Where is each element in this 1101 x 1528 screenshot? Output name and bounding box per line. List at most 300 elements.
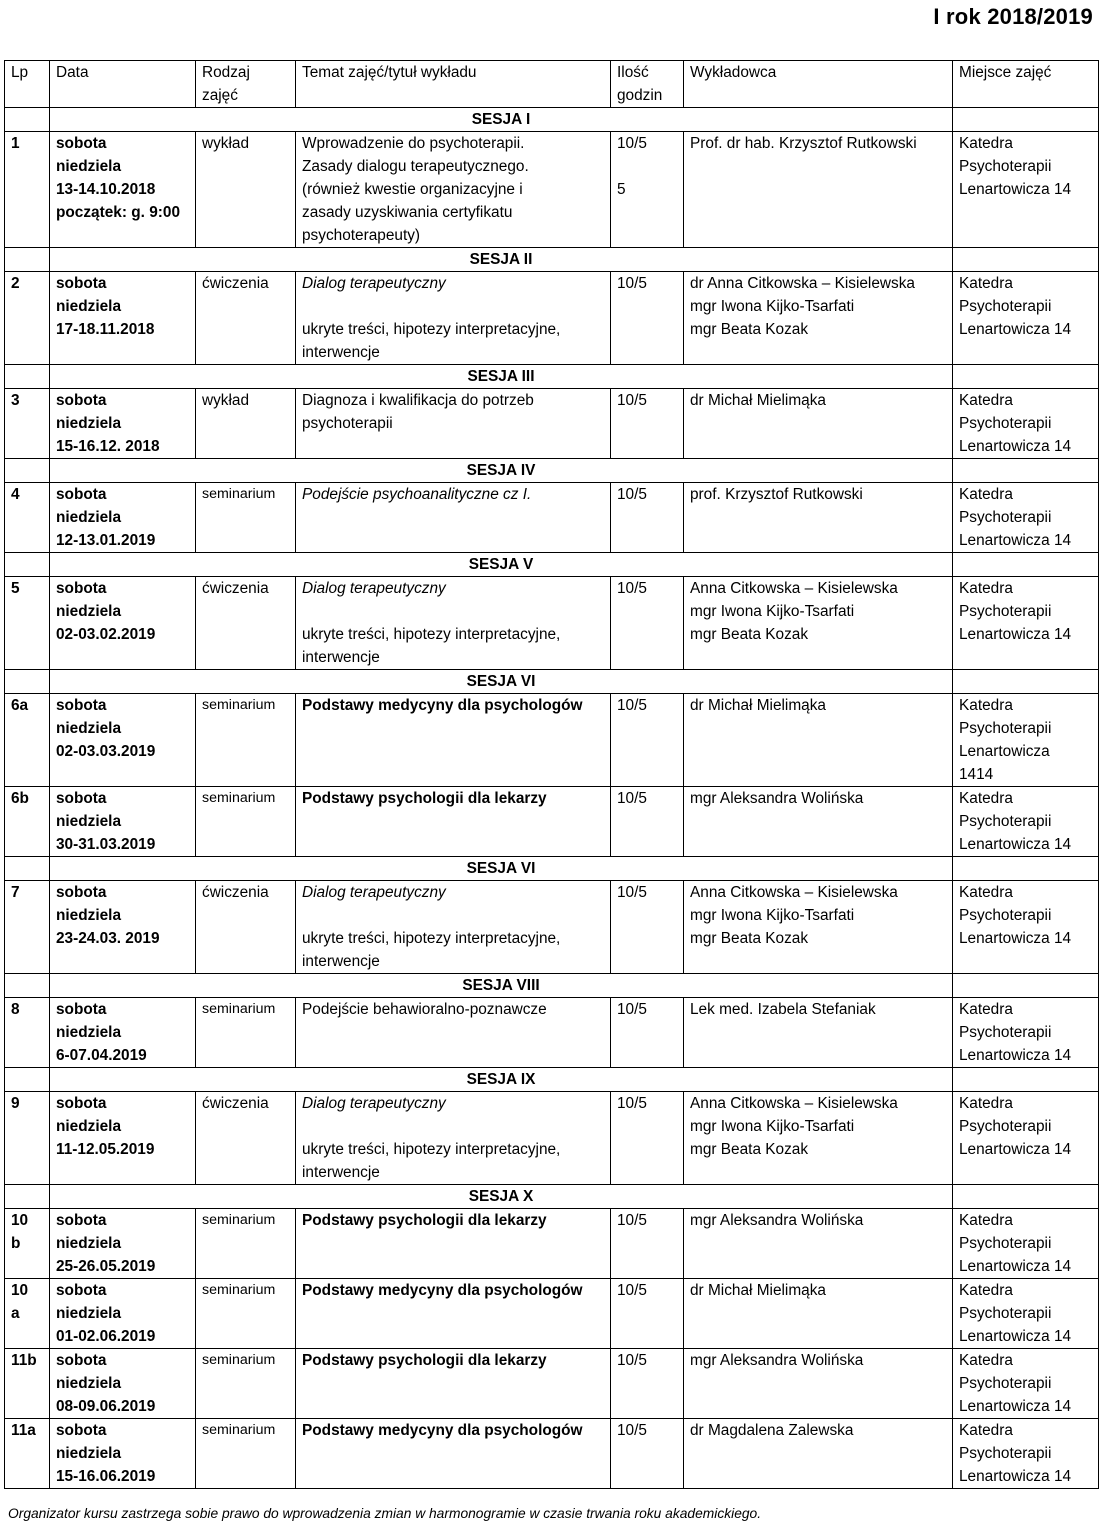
session-row: [5, 974, 1099, 998]
lecturer-line: Anna Citkowska – Kisielewska: [690, 1095, 898, 1112]
hours-line: 10/5: [617, 580, 647, 597]
session-spacer-cell: [5, 459, 50, 483]
cell-kind: ćwiczenia: [196, 1092, 296, 1185]
date-line: 11-12.05.2019: [56, 1141, 155, 1158]
date-line: sobota: [56, 1352, 107, 1369]
table-row: [5, 1279, 1099, 1349]
session-spacer-cell: [953, 1068, 1099, 1092]
lecturer-line: mgr Iwona Kijko-Tsarfati: [690, 298, 855, 315]
date-line: niedziela: [56, 415, 122, 432]
table-row: [5, 787, 1099, 857]
hours-line: 10/5: [617, 1095, 647, 1112]
topic-line: [302, 600, 604, 623]
cell-lecturer: [684, 272, 953, 365]
cell-lp: [5, 1209, 50, 1279]
date-line: 15-16.12. 2018: [56, 438, 160, 455]
topic-line: Podstawy psychologii dla lekarzy: [302, 1212, 547, 1229]
session-spacer-cell: [953, 365, 1099, 389]
session-label: SESJA VIII: [50, 974, 953, 998]
hours-line: 10/5: [617, 1422, 647, 1439]
lecturer-line: mgr Beata Kozak: [690, 930, 809, 947]
cell-lp: [5, 577, 50, 670]
cell-place: [953, 787, 1099, 857]
lecturer-line: mgr Aleksandra Wolińska: [690, 1212, 864, 1229]
session-row: [5, 670, 1099, 694]
cell-place: [953, 132, 1099, 248]
session-spacer-cell: [953, 553, 1099, 577]
session-spacer-cell: [5, 108, 50, 132]
table-row: [5, 998, 1099, 1068]
header-row: [5, 61, 1099, 108]
lecturer-line: mgr Aleksandra Wolińska: [690, 790, 864, 807]
date-line: niedziela: [56, 158, 122, 175]
cell-topic: [296, 483, 611, 553]
topic-line: ukryte treści, hipotezy interpretacyjne,: [302, 626, 561, 643]
topic-line: Podejście behawioralno-poznawcze: [302, 1001, 547, 1018]
session-spacer-cell: [953, 974, 1099, 998]
date-line: niedziela: [56, 1118, 122, 1135]
date-line: niedziela: [56, 1375, 122, 1392]
header-wykladowca: Wykładowca: [684, 61, 953, 108]
place-line: Katedra: [959, 790, 1013, 807]
date-line: niedziela: [56, 1445, 122, 1462]
lecturer-line: mgr Beata Kozak: [690, 626, 809, 643]
session-label: SESJA I: [50, 108, 953, 132]
cell-lecturer: [684, 389, 953, 459]
table-row: [5, 272, 1099, 365]
hours-line: 10/5: [617, 392, 647, 409]
cell-kind: seminarium: [196, 694, 296, 787]
place-line: 1414: [959, 766, 994, 783]
cell-topic: [296, 577, 611, 670]
place-line: Lenartowicza: [959, 743, 1050, 760]
place-line: Psychoterapii: [959, 907, 1052, 924]
place-line: Psychoterapii: [959, 1375, 1052, 1392]
cell-lecturer: [684, 132, 953, 248]
cell-lp: [5, 483, 50, 553]
session-label: SESJA III: [50, 365, 953, 389]
cell-topic: [296, 389, 611, 459]
hours-line: 10/5: [617, 697, 647, 714]
place-line: Lenartowicza 14: [959, 1047, 1072, 1064]
lecturer-line: prof. Krzysztof Rutkowski: [690, 486, 863, 503]
topic-line: zasady uzyskiwania certyfikatu: [302, 204, 513, 221]
cell-place: [953, 694, 1099, 787]
cell-date: [50, 1092, 196, 1185]
header-rodzaj-line: zajęć: [202, 87, 238, 104]
session-spacer-cell: [5, 553, 50, 577]
header-godziny: [611, 61, 684, 108]
session-spacer-cell: [5, 365, 50, 389]
header-godziny-line: Ilość: [617, 64, 649, 81]
lp-line: 6a: [11, 697, 29, 714]
lp-line: 2: [11, 275, 20, 292]
cell-lp: [5, 272, 50, 365]
hours-line: 10/5: [617, 486, 647, 503]
session-label: SESJA VI: [50, 857, 953, 881]
header-rodzaj-line: Rodzaj: [202, 64, 250, 81]
place-line: Lenartowicza 14: [959, 1328, 1072, 1345]
date-line: 12-13.01.2019: [56, 532, 156, 549]
cell-lecturer: [684, 1209, 953, 1279]
place-line: Psychoterapii: [959, 415, 1052, 432]
topic-line: interwencje: [302, 953, 380, 970]
cell-lp: [5, 1419, 50, 1489]
session-label: SESJA V: [50, 553, 953, 577]
cell-lp: [5, 998, 50, 1068]
session-spacer-cell: [953, 108, 1099, 132]
cell-date: [50, 1209, 196, 1279]
hours-line: 10/5: [617, 1212, 647, 1229]
session-row: [5, 248, 1099, 272]
place-line: Katedra: [959, 1212, 1013, 1229]
lp-line: 11a: [11, 1422, 36, 1439]
place-line: Katedra: [959, 1095, 1013, 1112]
place-line: Psychoterapii: [959, 813, 1052, 830]
date-line: sobota: [56, 580, 107, 597]
lp-line: 10: [11, 1212, 29, 1229]
hours-line: 10/5: [617, 1001, 647, 1018]
place-line: Katedra: [959, 1352, 1013, 1369]
place-line: Psychoterapii: [959, 1024, 1052, 1041]
date-line: niedziela: [56, 1235, 122, 1252]
cell-lp: [5, 1279, 50, 1349]
session-spacer-cell: [5, 1068, 50, 1092]
date-line: sobota: [56, 790, 107, 807]
session-spacer-cell: [5, 1185, 50, 1209]
cell-kind: seminarium: [196, 998, 296, 1068]
topic-line: Dialog terapeutyczny: [302, 884, 446, 901]
topic-line: Diagnoza i kwalifikacja do potrzeb: [302, 392, 534, 409]
topic-line: [302, 1115, 604, 1138]
cell-topic: [296, 998, 611, 1068]
cell-lp: [5, 694, 50, 787]
lp-line: b: [11, 1235, 21, 1252]
date-line: sobota: [56, 1282, 107, 1299]
cell-kind: seminarium: [196, 1349, 296, 1419]
session-row: [5, 108, 1099, 132]
cell-date: [50, 787, 196, 857]
session-label: SESJA II: [50, 248, 953, 272]
cell-topic: [296, 1209, 611, 1279]
hours-line: 5: [617, 181, 626, 198]
topic-line: [302, 295, 604, 318]
topic-line: [302, 904, 604, 927]
session-row: [5, 365, 1099, 389]
session-label: SESJA IV: [50, 459, 953, 483]
date-line: początek: g. 9:00: [56, 204, 181, 221]
schedule-table: [4, 60, 1099, 1489]
date-line: niedziela: [56, 1024, 122, 1041]
place-line: Katedra: [959, 580, 1013, 597]
place-line: Katedra: [959, 1001, 1013, 1018]
cell-place: [953, 483, 1099, 553]
table-row: [5, 694, 1099, 787]
cell-topic: [296, 1419, 611, 1489]
date-line: niedziela: [56, 720, 122, 737]
topic-line: ukryte treści, hipotezy interpretacyjne,: [302, 930, 561, 947]
cell-date: [50, 132, 196, 248]
cell-date: [50, 1419, 196, 1489]
hours-line: [617, 155, 677, 178]
session-label: SESJA IX: [50, 1068, 953, 1092]
cell-hours: [611, 998, 684, 1068]
place-line: Psychoterapii: [959, 1235, 1052, 1252]
date-line: 13-14.10.2018: [56, 181, 156, 198]
cell-lecturer: [684, 787, 953, 857]
table-row: [5, 577, 1099, 670]
lp-line: 4: [11, 486, 20, 503]
date-line: 02-03.02.2019: [56, 626, 156, 643]
table-row: [5, 1349, 1099, 1419]
place-line: Lenartowicza 14: [959, 1468, 1072, 1485]
lecturer-line: mgr Iwona Kijko-Tsarfati: [690, 603, 855, 620]
date-line: 6-07.04.2019: [56, 1047, 147, 1064]
lecturer-line: Anna Citkowska – Kisielewska: [690, 884, 898, 901]
place-line: Lenartowicza 14: [959, 1258, 1072, 1275]
cell-kind: seminarium: [196, 483, 296, 553]
date-line: niedziela: [56, 907, 122, 924]
cell-hours: [611, 1092, 684, 1185]
date-line: sobota: [56, 392, 107, 409]
place-line: Katedra: [959, 486, 1013, 503]
lp-line: 5: [11, 580, 20, 597]
cell-lp: [5, 389, 50, 459]
cell-date: [50, 389, 196, 459]
date-line: 08-09.06.2019: [56, 1398, 156, 1415]
cell-place: [953, 881, 1099, 974]
document-title: I rok 2018/2019: [933, 4, 1093, 29]
table-row: [5, 132, 1099, 248]
cell-date: [50, 694, 196, 787]
table-row: [5, 881, 1099, 974]
place-line: Lenartowicza 14: [959, 626, 1072, 643]
lp-line: 10: [11, 1282, 29, 1299]
cell-hours: [611, 1279, 684, 1349]
cell-kind: ćwiczenia: [196, 881, 296, 974]
hours-line: 10/5: [617, 1352, 647, 1369]
place-line: Psychoterapii: [959, 1118, 1052, 1135]
cell-lecturer: [684, 881, 953, 974]
session-spacer-cell: [5, 857, 50, 881]
topic-line: Dialog terapeutyczny: [302, 580, 446, 597]
cell-date: [50, 1279, 196, 1349]
cell-date: [50, 1349, 196, 1419]
session-row: [5, 1068, 1099, 1092]
session-row: [5, 553, 1099, 577]
date-line: sobota: [56, 486, 107, 503]
cell-place: [953, 1419, 1099, 1489]
lp-line: 1: [11, 135, 20, 152]
cell-date: [50, 483, 196, 553]
date-line: 02-03.03.2019: [56, 743, 156, 760]
topic-line: Dialog terapeutyczny: [302, 275, 446, 292]
cell-lecturer: [684, 1279, 953, 1349]
session-row: [5, 1185, 1099, 1209]
place-line: Lenartowicza 14: [959, 181, 1072, 198]
header-godziny-line: godzin: [617, 87, 663, 104]
cell-kind: wykład: [196, 132, 296, 248]
schedule-body: [5, 108, 1099, 1489]
date-line: niedziela: [56, 603, 122, 620]
topic-line: Podstawy medycyny dla psychologów: [302, 1422, 583, 1439]
cell-hours: [611, 1349, 684, 1419]
hours-line: 10/5: [617, 884, 647, 901]
hours-line: 10/5: [617, 275, 647, 292]
lp-line: 3: [11, 392, 20, 409]
cell-topic: [296, 1092, 611, 1185]
place-line: Lenartowicza 14: [959, 532, 1072, 549]
place-line: Lenartowicza 14: [959, 321, 1072, 338]
place-line: Lenartowicza 14: [959, 438, 1072, 455]
cell-kind: seminarium: [196, 787, 296, 857]
place-line: Psychoterapii: [959, 603, 1052, 620]
cell-lp: [5, 787, 50, 857]
cell-hours: [611, 881, 684, 974]
place-line: Katedra: [959, 697, 1013, 714]
date-line: 23-24.03. 2019: [56, 930, 160, 947]
place-line: Katedra: [959, 884, 1013, 901]
place-line: Lenartowicza 14: [959, 1141, 1072, 1158]
date-line: sobota: [56, 1095, 107, 1112]
lecturer-line: dr Michał Mielimąka: [690, 697, 826, 714]
place-line: Psychoterapii: [959, 720, 1052, 737]
lecturer-line: dr Anna Citkowska – Kisielewska: [690, 275, 915, 292]
cell-place: [953, 1209, 1099, 1279]
place-line: Psychoterapii: [959, 158, 1052, 175]
topic-line: Podstawy medycyny dla psychologów: [302, 1282, 583, 1299]
cell-topic: [296, 881, 611, 974]
cell-place: [953, 1279, 1099, 1349]
date-line: sobota: [56, 135, 107, 152]
cell-hours: [611, 272, 684, 365]
lecturer-line: mgr Aleksandra Wolińska: [690, 1352, 864, 1369]
date-line: sobota: [56, 1212, 107, 1229]
cell-lp: [5, 1349, 50, 1419]
session-spacer-cell: [953, 459, 1099, 483]
hours-line: 10/5: [617, 1282, 647, 1299]
cell-date: [50, 272, 196, 365]
date-line: sobota: [56, 1001, 107, 1018]
place-line: Lenartowicza 14: [959, 1398, 1072, 1415]
date-line: 15-16.06.2019: [56, 1468, 156, 1485]
cell-lecturer: [684, 1092, 953, 1185]
cell-hours: [611, 1419, 684, 1489]
cell-date: [50, 998, 196, 1068]
table-row: [5, 1209, 1099, 1279]
place-line: Psychoterapii: [959, 1445, 1052, 1462]
place-line: Lenartowicza 14: [959, 930, 1072, 947]
header-data: Data: [50, 61, 196, 108]
date-line: niedziela: [56, 509, 122, 526]
place-line: Katedra: [959, 1422, 1013, 1439]
lecturer-line: Prof. dr hab. Krzysztof Rutkowski: [690, 135, 917, 152]
lp-line: a: [11, 1305, 20, 1322]
date-line: 17-18.11.2018: [56, 321, 155, 338]
cell-topic: [296, 787, 611, 857]
cell-lecturer: [684, 577, 953, 670]
cell-place: [953, 1349, 1099, 1419]
cell-lp: [5, 1092, 50, 1185]
cell-hours: [611, 1209, 684, 1279]
date-line: 01-02.06.2019: [56, 1328, 156, 1345]
topic-line: Zasady dialogu terapeutycznego.: [302, 158, 529, 175]
cell-topic: [296, 272, 611, 365]
cell-date: [50, 577, 196, 670]
cell-lecturer: [684, 483, 953, 553]
date-line: 30-31.03.2019: [56, 836, 156, 853]
topic-line: Dialog terapeutyczny: [302, 1095, 446, 1112]
session-spacer-cell: [5, 974, 50, 998]
table-row: [5, 483, 1099, 553]
cell-place: [953, 272, 1099, 365]
topic-line: (również kwestie organizacyjne i: [302, 181, 523, 198]
place-line: Katedra: [959, 275, 1013, 292]
cell-topic: [296, 1279, 611, 1349]
cell-lecturer: [684, 694, 953, 787]
header-rodzaj: [196, 61, 296, 108]
cell-kind: seminarium: [196, 1209, 296, 1279]
cell-lp: [5, 132, 50, 248]
topic-line: interwencje: [302, 1164, 380, 1181]
topic-line: psychoterapii: [302, 415, 393, 432]
lp-line: 8: [11, 1001, 20, 1018]
topic-line: Podstawy medycyny dla psychologów: [302, 697, 583, 714]
cell-topic: [296, 1349, 611, 1419]
cell-kind: seminarium: [196, 1419, 296, 1489]
session-spacer-cell: [953, 248, 1099, 272]
footnote: Organizator kursu zastrzega sobie prawo do wprowadzenia zmian w harmonogramie w czasie trwania roku akademickiego.: [8, 1506, 762, 1521]
lp-line: 6b: [11, 790, 29, 807]
cell-lecturer: [684, 998, 953, 1068]
topic-line: Wprowadzenie do psychoterapii.: [302, 135, 525, 152]
lecturer-line: mgr Iwona Kijko-Tsarfati: [690, 907, 855, 924]
cell-lecturer: [684, 1349, 953, 1419]
hours-line: 10/5: [617, 790, 647, 807]
date-line: sobota: [56, 697, 107, 714]
cell-hours: [611, 787, 684, 857]
cell-kind: wykład: [196, 389, 296, 459]
session-spacer-cell: [953, 1185, 1099, 1209]
cell-place: [953, 998, 1099, 1068]
session-spacer-cell: [953, 857, 1099, 881]
lecturer-line: dr Michał Mielimąka: [690, 1282, 826, 1299]
header-lp: Lp: [5, 61, 50, 108]
cell-lecturer: [684, 1419, 953, 1489]
lecturer-line: dr Michał Mielimąka: [690, 392, 826, 409]
cell-hours: [611, 132, 684, 248]
topic-line: ukryte treści, hipotezy interpretacyjne,: [302, 1141, 561, 1158]
topic-line: Podstawy psychologii dla lekarzy: [302, 790, 547, 807]
cell-hours: [611, 694, 684, 787]
place-line: Psychoterapii: [959, 509, 1052, 526]
cell-kind: ćwiczenia: [196, 272, 296, 365]
cell-lp: [5, 881, 50, 974]
place-line: Katedra: [959, 135, 1013, 152]
session-spacer-cell: [5, 248, 50, 272]
place-line: Psychoterapii: [959, 1305, 1052, 1322]
topic-line: interwencje: [302, 649, 380, 666]
session-row: [5, 857, 1099, 881]
date-line: sobota: [56, 275, 107, 292]
session-label: SESJA X: [50, 1185, 953, 1209]
cell-hours: [611, 483, 684, 553]
lecturer-line: mgr Iwona Kijko-Tsarfati: [690, 1118, 855, 1135]
lp-line: 7: [11, 884, 20, 901]
place-line: Katedra: [959, 392, 1013, 409]
topic-line: Podstawy psychologii dla lekarzy: [302, 1352, 547, 1369]
date-line: niedziela: [56, 813, 122, 830]
